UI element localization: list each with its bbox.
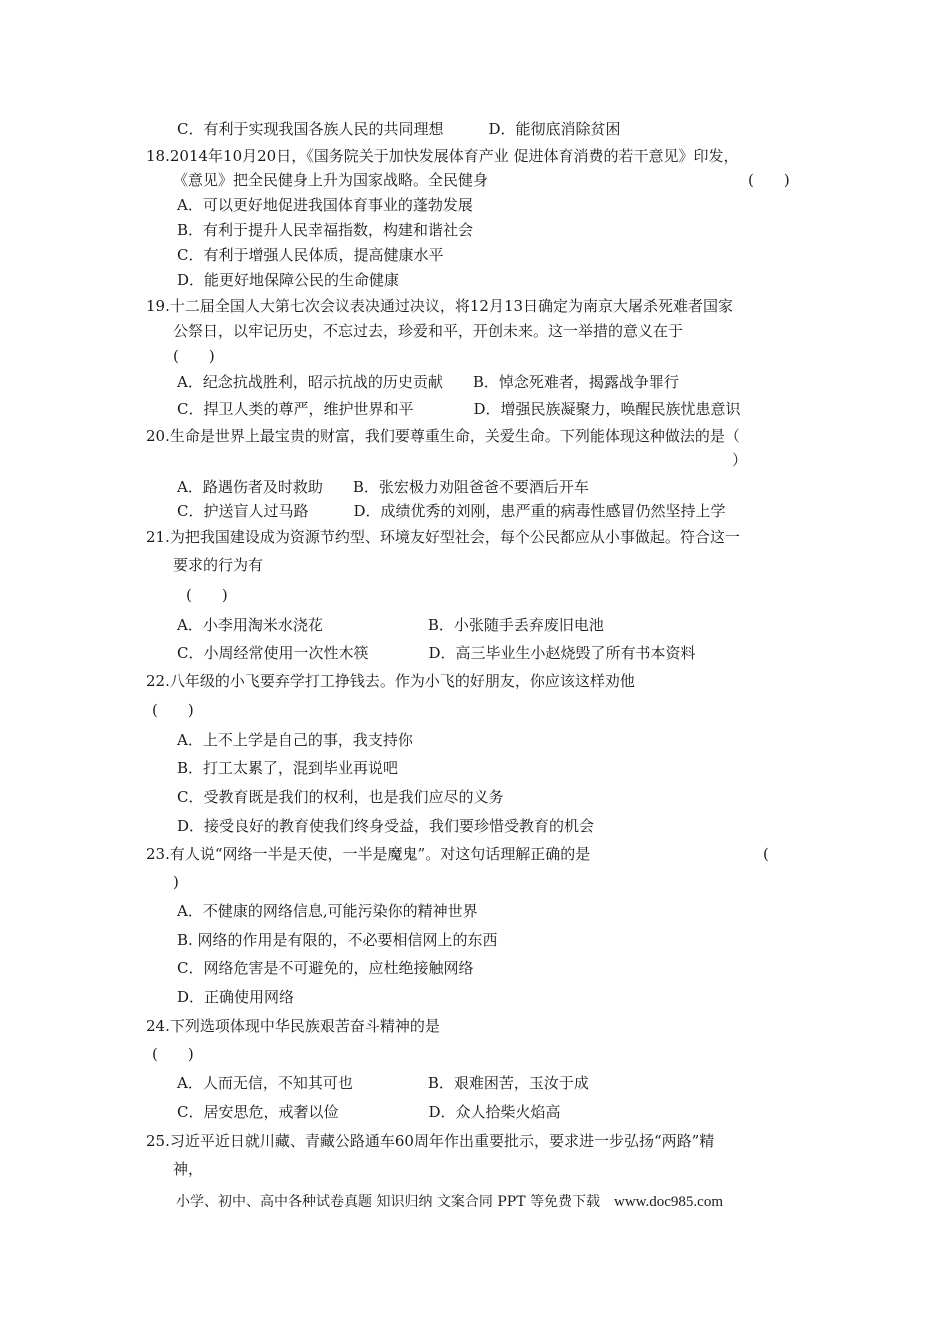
q23-stem: 23.有人说“网络一半是天使，一半是魔鬼”。对这句话理解正确的是 [146, 845, 591, 863]
q25-stem-cont: 神， [173, 1160, 204, 1178]
q18-answer-blank: ( ) [748, 171, 790, 189]
q22-stem: 22.八年级的小飞要弃学打工挣钱去。作为小飞的好朋友，你应该这样劝他 [146, 672, 635, 690]
q19-answer-blank: ( ) [173, 347, 215, 365]
q18-stem-cont: 《意见》把全民健身上升为国家战略。全民健身 [173, 171, 489, 189]
q18-option-a: A．可以更好地促进我国体育事业的蓬勃发展 [177, 196, 473, 214]
q18-option-b: B．有利于提升人民幸福指数，构建和谐社会 [177, 221, 474, 239]
q21-option-c-d: C．小周经常使用一次性木筷 D．高三毕业生小赵烧毁了所有书本资料 [177, 644, 696, 662]
q24-option-c-d: C．居安思危，戒奢以俭 D．众人拾柴火焰高 [177, 1103, 561, 1121]
q23-answer-blank-open: ( [763, 845, 769, 863]
q25-stem: 25.习近平近日就川藏、青藏公路通车60周年作出重要批示，要求进一步弘扬“两路”精 [146, 1132, 715, 1150]
q23-option-c: C．网络危害是不可避免的，应杜绝接触网络 [177, 959, 474, 977]
q20-answer-blank-close: ） [732, 451, 748, 469]
q24-answer-blank: ( ) [152, 1045, 194, 1063]
q24-stem: 24.下列选项体现中华民族艰苦奋斗精神的是 [146, 1017, 440, 1035]
q21-stem: 21.为把我国建设成为资源节约型、环境友好型社会，每个公民都应从小事做起。符合这一 [146, 528, 740, 546]
q18-stem: 18.2014年10月20日，《国务院关于加快发展体育产业 促进体育消费的若干意见》印发， [146, 147, 739, 165]
q20-option-a-b: A．路遇伤者及时救助 B．张宏极力劝阻爸爸不要酒后开车 [177, 478, 589, 496]
footer-text: 小学、初中、高中各种试卷真题 知识归纳 文案合同 PPT 等免费下载 [176, 1194, 614, 1210]
q22-answer-blank: ( ) [152, 701, 194, 719]
q22-option-b: B．打工太累了，混到毕业再说吧 [177, 759, 399, 777]
q23-option-a: A．不健康的网络信息,可能污染你的精神世界 [177, 902, 478, 920]
q22-option-c: C．受教育既是我们的权利，也是我们应尽的义务 [177, 788, 504, 806]
q21-answer-blank: ( ) [186, 586, 228, 604]
page-footer [176, 1192, 723, 1212]
q21-option-a-b: A．小李用淘米水浇花 B．小张随手丢弃废旧电池 [177, 616, 604, 634]
q18-option-c: C．有利于增强人民体质，提高健康水平 [177, 246, 444, 264]
q17-option-c-d: C．有利于实现我国各族人民的共同理想 D．能彻底消除贫困 [177, 120, 621, 138]
q20-option-c-d: C．护送盲人过马路 D．成绩优秀的刘刚，患严重的病毒性感冒仍然坚持上学 [177, 502, 726, 520]
q19-stem: 19.十二届全国人大第七次会议表决通过决议，将12月13日确定为南京大屠杀死难者国家 [146, 297, 734, 315]
footer-url[interactable]: www.doc985.com [613, 1194, 723, 1210]
q20-stem: 20.生命是世界上最宝贵的财富，我们要尊重生命，关爱生命。下列能体现这种做法的是（ [146, 427, 740, 445]
q21-stem-cont: 要求的行为有 [173, 556, 264, 574]
q19-option-a-b: A．纪念抗战胜利，昭示抗战的历史贡献 B．悼念死难者，揭露战争罪行 [177, 373, 679, 391]
q23-answer-blank-close: ) [173, 873, 179, 891]
q19-option-c-d: C．捍卫人类的尊严，维护世界和平 D．增强民族凝聚力，唤醒民族忧患意识 [177, 400, 741, 418]
q24-option-a-b: A．人而无信，不知其可也 B．艰难困苦，玉汝于成 [177, 1074, 589, 1092]
q22-option-d: D．接受良好的教育使我们终身受益，我们要珍惜受教育的机会 [177, 817, 595, 835]
q23-option-b: B. 网络的作用是有限的，不必要相信网上的东西 [177, 931, 498, 949]
q22-option-a: A．上不上学是自己的事，我支持你 [177, 731, 413, 749]
q23-option-d: D．正确使用网络 [177, 988, 295, 1006]
q18-option-d: D．能更好地保障公民的生命健康 [177, 271, 400, 289]
q19-stem-cont: 公祭日，以牢记历史，不忘过去，珍爱和平，开创未来。这一举措的意义在于 [173, 322, 684, 340]
